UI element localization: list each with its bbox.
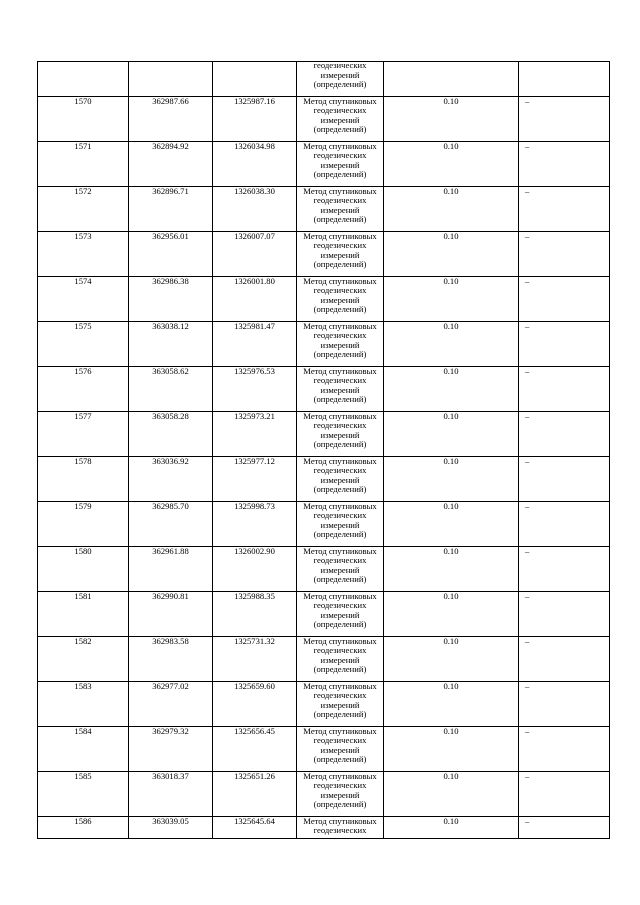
method-line: геодезических	[313, 375, 367, 386]
table-row	[38, 772, 610, 817]
method-cell	[297, 62, 384, 97]
table-row	[38, 457, 610, 502]
point-number-cell	[38, 62, 129, 97]
y-coordinate-cell: 1325976.53	[213, 367, 297, 412]
x-coordinate-cell: 363039.05	[129, 817, 213, 839]
method-line: Метод спутниковых	[303, 366, 377, 376]
accuracy-cell: 0.10	[384, 187, 519, 232]
y-coordinate-cell: 1325981.47	[213, 322, 297, 367]
accuracy-cell: 0.10	[384, 727, 519, 772]
method-line: (определений)	[313, 664, 367, 675]
note-cell: –	[519, 367, 610, 412]
method-line: Метод спутниковых	[303, 276, 377, 286]
method-line: геодезических	[313, 690, 367, 701]
accuracy-cell: 0.10	[384, 412, 519, 457]
y-coordinate-cell: 1325987.16	[213, 97, 297, 142]
method-line: измерений	[320, 609, 360, 620]
note-cell: –	[519, 187, 610, 232]
note-cell: –	[519, 322, 610, 367]
method-cell	[297, 502, 384, 547]
method-line: измерений	[320, 789, 360, 800]
method-cell	[297, 187, 384, 232]
accuracy-cell	[384, 62, 519, 97]
x-coordinate-cell: 362987.66	[129, 97, 213, 142]
coordinates-table	[37, 61, 610, 839]
method-line: геодезических	[313, 735, 367, 746]
method-line: (определений)	[313, 709, 367, 720]
method-cell	[297, 682, 384, 727]
method-line: геодезических	[313, 420, 367, 431]
method-line: измерений	[320, 519, 360, 530]
method-line: измерений	[320, 294, 360, 305]
x-coordinate-cell: 363018.37	[129, 772, 213, 817]
y-coordinate-cell: 1326007.07	[213, 232, 297, 277]
accuracy-cell: 0.10	[384, 232, 519, 277]
note-cell: –	[519, 637, 610, 682]
method-line: измерений	[320, 564, 360, 575]
method-line: (определений)	[313, 304, 367, 315]
method-line: (определений)	[313, 349, 367, 360]
x-coordinate-cell	[129, 62, 213, 97]
method-line: (определений)	[313, 169, 367, 180]
point-number-cell: 1586	[38, 817, 129, 839]
method-line: Метод спутниковых	[303, 681, 377, 691]
method-line: измерений	[320, 429, 360, 440]
method-line: (определений)	[313, 484, 367, 495]
point-number-cell: 1583	[38, 682, 129, 727]
method-line: (определений)	[313, 754, 367, 765]
point-number-cell: 1571	[38, 142, 129, 187]
method-line: (определений)	[313, 259, 367, 270]
method-line: измерений	[320, 159, 360, 170]
method-cell	[297, 277, 384, 322]
method-line: Метод спутниковых	[303, 546, 377, 556]
accuracy-cell: 0.10	[384, 367, 519, 412]
method-line: геодезических	[313, 645, 367, 656]
coordinates-table-body	[38, 62, 610, 839]
accuracy-cell: 0.10	[384, 772, 519, 817]
method-cell	[297, 727, 384, 772]
method-line: измерений	[320, 69, 360, 80]
table-row	[38, 592, 610, 637]
note-cell: –	[519, 232, 610, 277]
method-line: (определений)	[313, 214, 367, 225]
y-coordinate-cell: 1325731.32	[213, 637, 297, 682]
table-row	[38, 412, 610, 457]
x-coordinate-cell: 362956.01	[129, 232, 213, 277]
method-line: измерений	[320, 699, 360, 710]
method-cell	[297, 547, 384, 592]
point-number-cell: 1579	[38, 502, 129, 547]
y-coordinate-cell: 1325656.45	[213, 727, 297, 772]
method-cell	[297, 322, 384, 367]
method-line: измерений	[320, 384, 360, 395]
method-line: измерений	[320, 474, 360, 485]
method-line: Метод спутниковых	[303, 771, 377, 781]
table-row	[38, 727, 610, 772]
method-cell	[297, 367, 384, 412]
point-number-cell: 1580	[38, 547, 129, 592]
accuracy-cell: 0.10	[384, 547, 519, 592]
method-line: измерений	[320, 654, 360, 665]
note-cell: –	[519, 502, 610, 547]
y-coordinate-cell: 1325977.12	[213, 457, 297, 502]
accuracy-cell: 0.10	[384, 322, 519, 367]
y-coordinate-cell: 1325659.60	[213, 682, 297, 727]
method-line: Метод спутниковых	[303, 591, 377, 601]
method-line: Метод спутниковых	[303, 501, 377, 511]
y-coordinate-cell: 1325645.64	[213, 817, 297, 839]
note-cell: –	[519, 592, 610, 637]
method-line: геодезических	[313, 105, 367, 116]
accuracy-cell: 0.10	[384, 457, 519, 502]
table-row	[38, 187, 610, 232]
method-cell	[297, 97, 384, 142]
method-cell	[297, 232, 384, 277]
note-cell: –	[519, 457, 610, 502]
method-cell	[297, 637, 384, 682]
method-line: измерений	[320, 339, 360, 350]
point-number-cell: 1574	[38, 277, 129, 322]
point-number-cell: 1570	[38, 97, 129, 142]
point-number-cell: 1585	[38, 772, 129, 817]
table-row	[38, 547, 610, 592]
method-cell	[297, 817, 384, 839]
accuracy-cell: 0.10	[384, 277, 519, 322]
note-cell: –	[519, 97, 610, 142]
method-line: Метод спутниковых	[303, 636, 377, 646]
table-row	[38, 142, 610, 187]
method-line: геодезических	[313, 825, 367, 836]
method-line: (определений)	[313, 439, 367, 450]
point-number-cell: 1578	[38, 457, 129, 502]
method-line: Метод спутниковых	[303, 456, 377, 466]
y-coordinate-cell	[213, 62, 297, 97]
y-coordinate-cell: 1325988.35	[213, 592, 297, 637]
method-line: геодезических	[313, 780, 367, 791]
accuracy-cell: 0.10	[384, 817, 519, 839]
note-cell: –	[519, 817, 610, 839]
y-coordinate-cell: 1325651.26	[213, 772, 297, 817]
method-cell	[297, 412, 384, 457]
method-line: измерений	[320, 249, 360, 260]
x-coordinate-cell: 362894.92	[129, 142, 213, 187]
accuracy-cell: 0.10	[384, 637, 519, 682]
method-line: (определений)	[313, 529, 367, 540]
table-row	[38, 322, 610, 367]
method-line: Метод спутниковых	[303, 96, 377, 106]
note-cell: –	[519, 547, 610, 592]
y-coordinate-cell: 1325973.21	[213, 412, 297, 457]
accuracy-cell: 0.10	[384, 592, 519, 637]
x-coordinate-cell: 363058.28	[129, 412, 213, 457]
method-line: (определений)	[313, 79, 367, 90]
method-line: геодезических	[313, 195, 367, 206]
x-coordinate-cell: 362986.38	[129, 277, 213, 322]
method-line: Метод спутниковых	[303, 141, 377, 151]
table-row	[38, 502, 610, 547]
table-row	[38, 637, 610, 682]
method-line: Метод спутниковых	[303, 321, 377, 331]
y-coordinate-cell: 1326001.80	[213, 277, 297, 322]
method-cell	[297, 592, 384, 637]
method-line: геодезических	[313, 465, 367, 476]
x-coordinate-cell: 363036.92	[129, 457, 213, 502]
point-number-cell: 1572	[38, 187, 129, 232]
x-coordinate-cell: 362961.88	[129, 547, 213, 592]
note-cell	[519, 62, 610, 97]
method-line: Метод спутниковых	[303, 231, 377, 241]
method-line: (определений)	[313, 124, 367, 135]
point-number-cell: 1584	[38, 727, 129, 772]
method-line: измерений	[320, 204, 360, 215]
method-line: геодезических	[313, 150, 367, 161]
method-line: измерений	[320, 744, 360, 755]
accuracy-cell: 0.10	[384, 682, 519, 727]
accuracy-cell: 0.10	[384, 502, 519, 547]
y-coordinate-cell: 1326038.30	[213, 187, 297, 232]
table-row	[38, 367, 610, 412]
table-row	[38, 232, 610, 277]
point-number-cell: 1577	[38, 412, 129, 457]
method-line: геодезических	[313, 285, 367, 296]
note-cell: –	[519, 142, 610, 187]
note-cell: –	[519, 412, 610, 457]
table-row	[38, 817, 610, 839]
x-coordinate-cell: 362977.02	[129, 682, 213, 727]
accuracy-cell: 0.10	[384, 97, 519, 142]
point-number-cell: 1581	[38, 592, 129, 637]
x-coordinate-cell: 362896.71	[129, 187, 213, 232]
method-line: Метод спутниковых	[303, 726, 377, 736]
y-coordinate-cell: 1325998.73	[213, 502, 297, 547]
y-coordinate-cell: 1326002.90	[213, 547, 297, 592]
method-line: геодезических	[313, 555, 367, 566]
x-coordinate-cell: 362979.32	[129, 727, 213, 772]
table-row	[38, 97, 610, 142]
method-line: геодезических	[313, 330, 367, 341]
method-line: (определений)	[313, 799, 367, 810]
method-line: Метод спутниковых	[303, 411, 377, 421]
method-line: (определений)	[313, 574, 367, 585]
method-cell	[297, 142, 384, 187]
method-line: (определений)	[313, 619, 367, 630]
method-cell	[297, 457, 384, 502]
y-coordinate-cell: 1326034.98	[213, 142, 297, 187]
x-coordinate-cell: 362990.81	[129, 592, 213, 637]
x-coordinate-cell: 362985.70	[129, 502, 213, 547]
accuracy-cell: 0.10	[384, 142, 519, 187]
point-number-cell: 1576	[38, 367, 129, 412]
note-cell: –	[519, 277, 610, 322]
x-coordinate-cell: 363038.12	[129, 322, 213, 367]
method-line: измерений	[320, 114, 360, 125]
method-line: геодезических	[313, 600, 367, 611]
x-coordinate-cell: 363058.62	[129, 367, 213, 412]
coordinates-table-container	[37, 61, 609, 839]
method-line: геодезических	[313, 240, 367, 251]
point-number-cell: 1575	[38, 322, 129, 367]
note-cell: –	[519, 727, 610, 772]
x-coordinate-cell: 362983.58	[129, 637, 213, 682]
method-cell	[297, 772, 384, 817]
method-line: геодезических	[313, 510, 367, 521]
method-line: Метод спутниковых	[303, 816, 377, 826]
method-line: Метод спутниковых	[303, 186, 377, 196]
note-cell: –	[519, 682, 610, 727]
method-line: (определений)	[313, 394, 367, 405]
note-cell: –	[519, 772, 610, 817]
table-row	[38, 277, 610, 322]
point-number-cell: 1573	[38, 232, 129, 277]
method-line: геодезических	[313, 61, 367, 71]
table-row	[38, 682, 610, 727]
table-row	[38, 62, 610, 97]
point-number-cell: 1582	[38, 637, 129, 682]
